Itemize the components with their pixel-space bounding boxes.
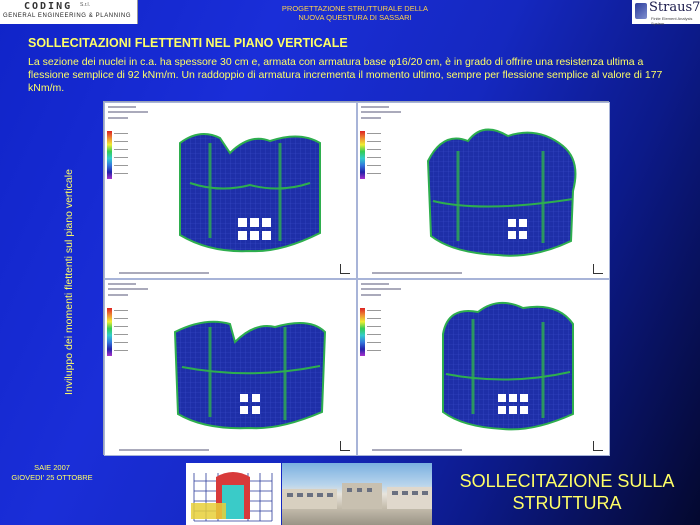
color-legend [107,308,112,356]
fem-panel-3 [104,279,357,456]
section-title-line-2: STRUTTURA [512,493,622,513]
straus7-name: Straus7 [649,0,700,15]
logo-brand: CODING [24,1,73,12]
straus7-subtitle: Finite Element Analysis System [651,16,693,26]
event-name: SAIE 2007 [34,463,70,472]
axes-icon [340,264,350,274]
logo-brand-suffix: S.r.l. [80,2,91,8]
axes-icon [593,441,603,451]
structural-frame-thumbnail [186,463,281,525]
straus7-logo [632,0,700,24]
axes-icon [593,264,603,274]
building-core-model [418,294,593,434]
color-legend [107,131,112,179]
axes-icon [340,441,350,451]
fem-panel-4 [357,279,610,456]
building-core-model [160,302,340,437]
color-legend [360,308,365,356]
fem-results-figure [103,101,609,455]
event-info [0,463,104,503]
slide-body-text: La sezione dei nuclei in c.a. ha spessore 30 cm e, armata con armatura base φ16/20 cm, è in grado di offrire una resistenza ultima a flessione semplice di 92 kNm/m. Un raddoppio di armatura incrementa il momento ultimo, sempre per flessione semplice al valore di 177 kNm/m. [28,56,663,94]
color-legend [360,131,365,179]
event-date: GIOVEDI' 25 OTTOBRE [11,473,93,482]
section-title [438,470,696,514]
vertical-caption-text: Inviluppo dei momenti flettenti sul piano verticale [63,169,75,395]
section-title-line-1: SOLLECITAZIONE SULLA [459,471,675,491]
fem-panel-2 [357,102,610,279]
fem-panel-1 [104,102,357,279]
coding-logo [0,0,138,24]
slide-headline: SOLLECITAZIONI FLETTENTI NEL PIANO VERTICALE [28,36,348,50]
building-core-model [413,121,593,261]
header-title-line-1: PROGETTAZIONE STRUTTURALE DELLA [281,4,429,13]
building-photo-thumbnail [282,463,432,525]
header-title [230,4,480,22]
logo-tagline: GENERAL ENGINEERING & PLANNING [3,13,132,19]
straus7-mark-icon [635,3,647,19]
building-core-model [160,123,340,258]
header-title-line-2: NUOVA QUESTURA DI SASSARI [298,13,412,22]
